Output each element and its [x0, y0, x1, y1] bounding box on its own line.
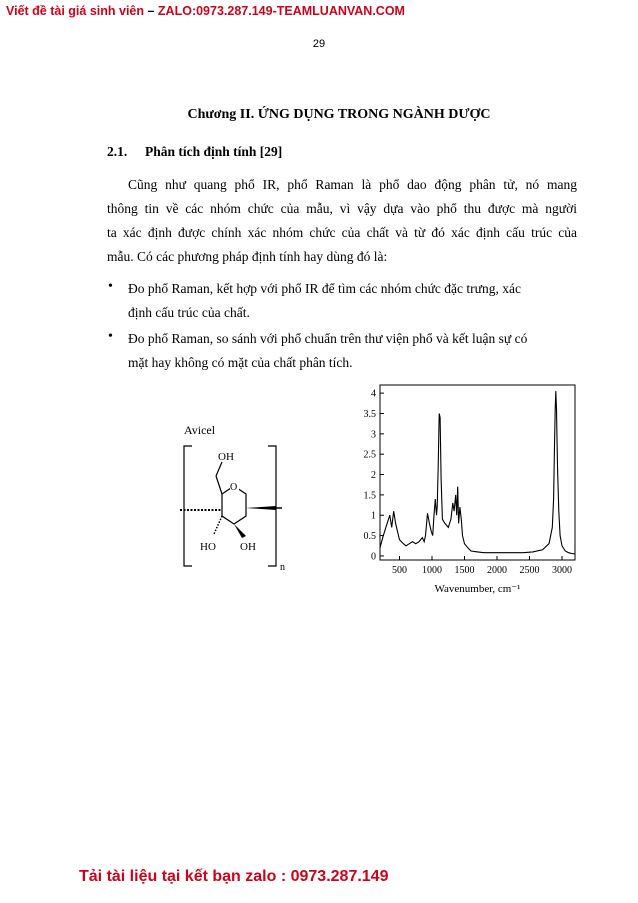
bullet-2-symbol: • — [108, 329, 113, 344]
right-wedge-bond — [246, 506, 276, 510]
y-tick-label: 3 — [371, 429, 376, 441]
ch2-oh-bond — [216, 462, 222, 476]
plot-frame — [380, 385, 575, 560]
y-tick-label: 1 — [371, 510, 376, 522]
paragraph-line-2: thông tin về các nhóm chức của mẫu, vì vậy dựa vào phổ thu được mà người — [107, 201, 577, 216]
section-title: Phân tích định tính [29] — [145, 144, 283, 159]
chapter-title: Chương II. ỨNG DỤNG TRONG NGÀNH DƯỢC — [187, 107, 491, 122]
bullet-2-line-1: Đo phổ Raman, so sánh với phổ chuẩn trên thư viện phổ và kết luận sự có — [128, 331, 528, 346]
banner-zalo: ZALO:0973.287.149 — [157, 4, 273, 18]
y-tick-label: 1.5 — [363, 490, 376, 502]
y-tick-label: 2.5 — [363, 449, 376, 461]
x-tick-label: 3000 — [552, 565, 572, 576]
y-tick-label: 2 — [371, 470, 376, 482]
spectrum-line — [380, 391, 575, 554]
top-oh-label: OH — [218, 451, 234, 463]
bullet-2-line-2: mặt hay không có mặt của chất phân tích. — [128, 355, 353, 370]
section-heading — [107, 144, 282, 160]
x-tick-label: 500 — [392, 565, 407, 576]
right-oh-label: OH — [240, 541, 256, 553]
left-bracket — [184, 446, 192, 566]
structure-name: Avicel — [184, 423, 216, 437]
y-tick-label: 4 — [371, 388, 376, 400]
bullet-1-symbol: • — [108, 279, 113, 294]
x-tick-label: 1500 — [454, 565, 475, 576]
avicel-structure — [170, 418, 300, 578]
ch2-bond — [216, 476, 222, 494]
y-tick-label: 3.5 — [363, 408, 376, 420]
left-ho-label: HO — [200, 541, 216, 553]
ring-oxygen-label: O — [230, 482, 238, 493]
y-tick-label: 0.5 — [363, 531, 376, 543]
page-number: 29 — [312, 38, 326, 50]
bullet-1-line-1: Đo phổ Raman, kết hợp với phổ IR để tìm các nhóm chức đặc trưng, xác — [128, 281, 521, 296]
paragraph-line-4: mẫu. Có các phương pháp định tính hay dùng đó là: — [107, 249, 388, 264]
paragraph-line-1: Cũng như quang phổ IR, phổ Raman là phổ dao động phân tử, nó mang — [128, 177, 577, 192]
paragraph-line-3: ta xác định được chính xác nhóm chức của chất và từ đó xác định cấu trúc của — [107, 225, 577, 240]
banner-separator: – — [144, 4, 158, 18]
x-axis-label: Wavenumber, cm⁻¹ — [434, 583, 521, 595]
banner-site: -TEAMLUANVAN.COM — [272, 4, 405, 18]
oh-wedge-bond — [234, 524, 246, 538]
bottom-banner[interactable]: Tải tài liệu tại kết bạn zalo : 0973.287.149 — [79, 868, 389, 885]
x-tick-label: 1000 — [422, 565, 442, 576]
y-tick-label: 0 — [371, 551, 376, 563]
x-tick-label: 2000 — [487, 565, 507, 576]
banner-text-part1: Viết đề tài giá sinh viên — [6, 4, 145, 18]
top-banner[interactable] — [6, 4, 405, 18]
ho-bond — [214, 516, 222, 534]
right-bracket — [268, 446, 276, 566]
x-tick-label: 2500 — [519, 565, 540, 576]
bullet-1-line-2: định cấu trúc của chất. — [128, 305, 250, 320]
section-number: 2.1. — [107, 144, 128, 159]
subscript-n: n — [280, 562, 285, 573]
raman-spectrum-chart — [340, 380, 585, 600]
